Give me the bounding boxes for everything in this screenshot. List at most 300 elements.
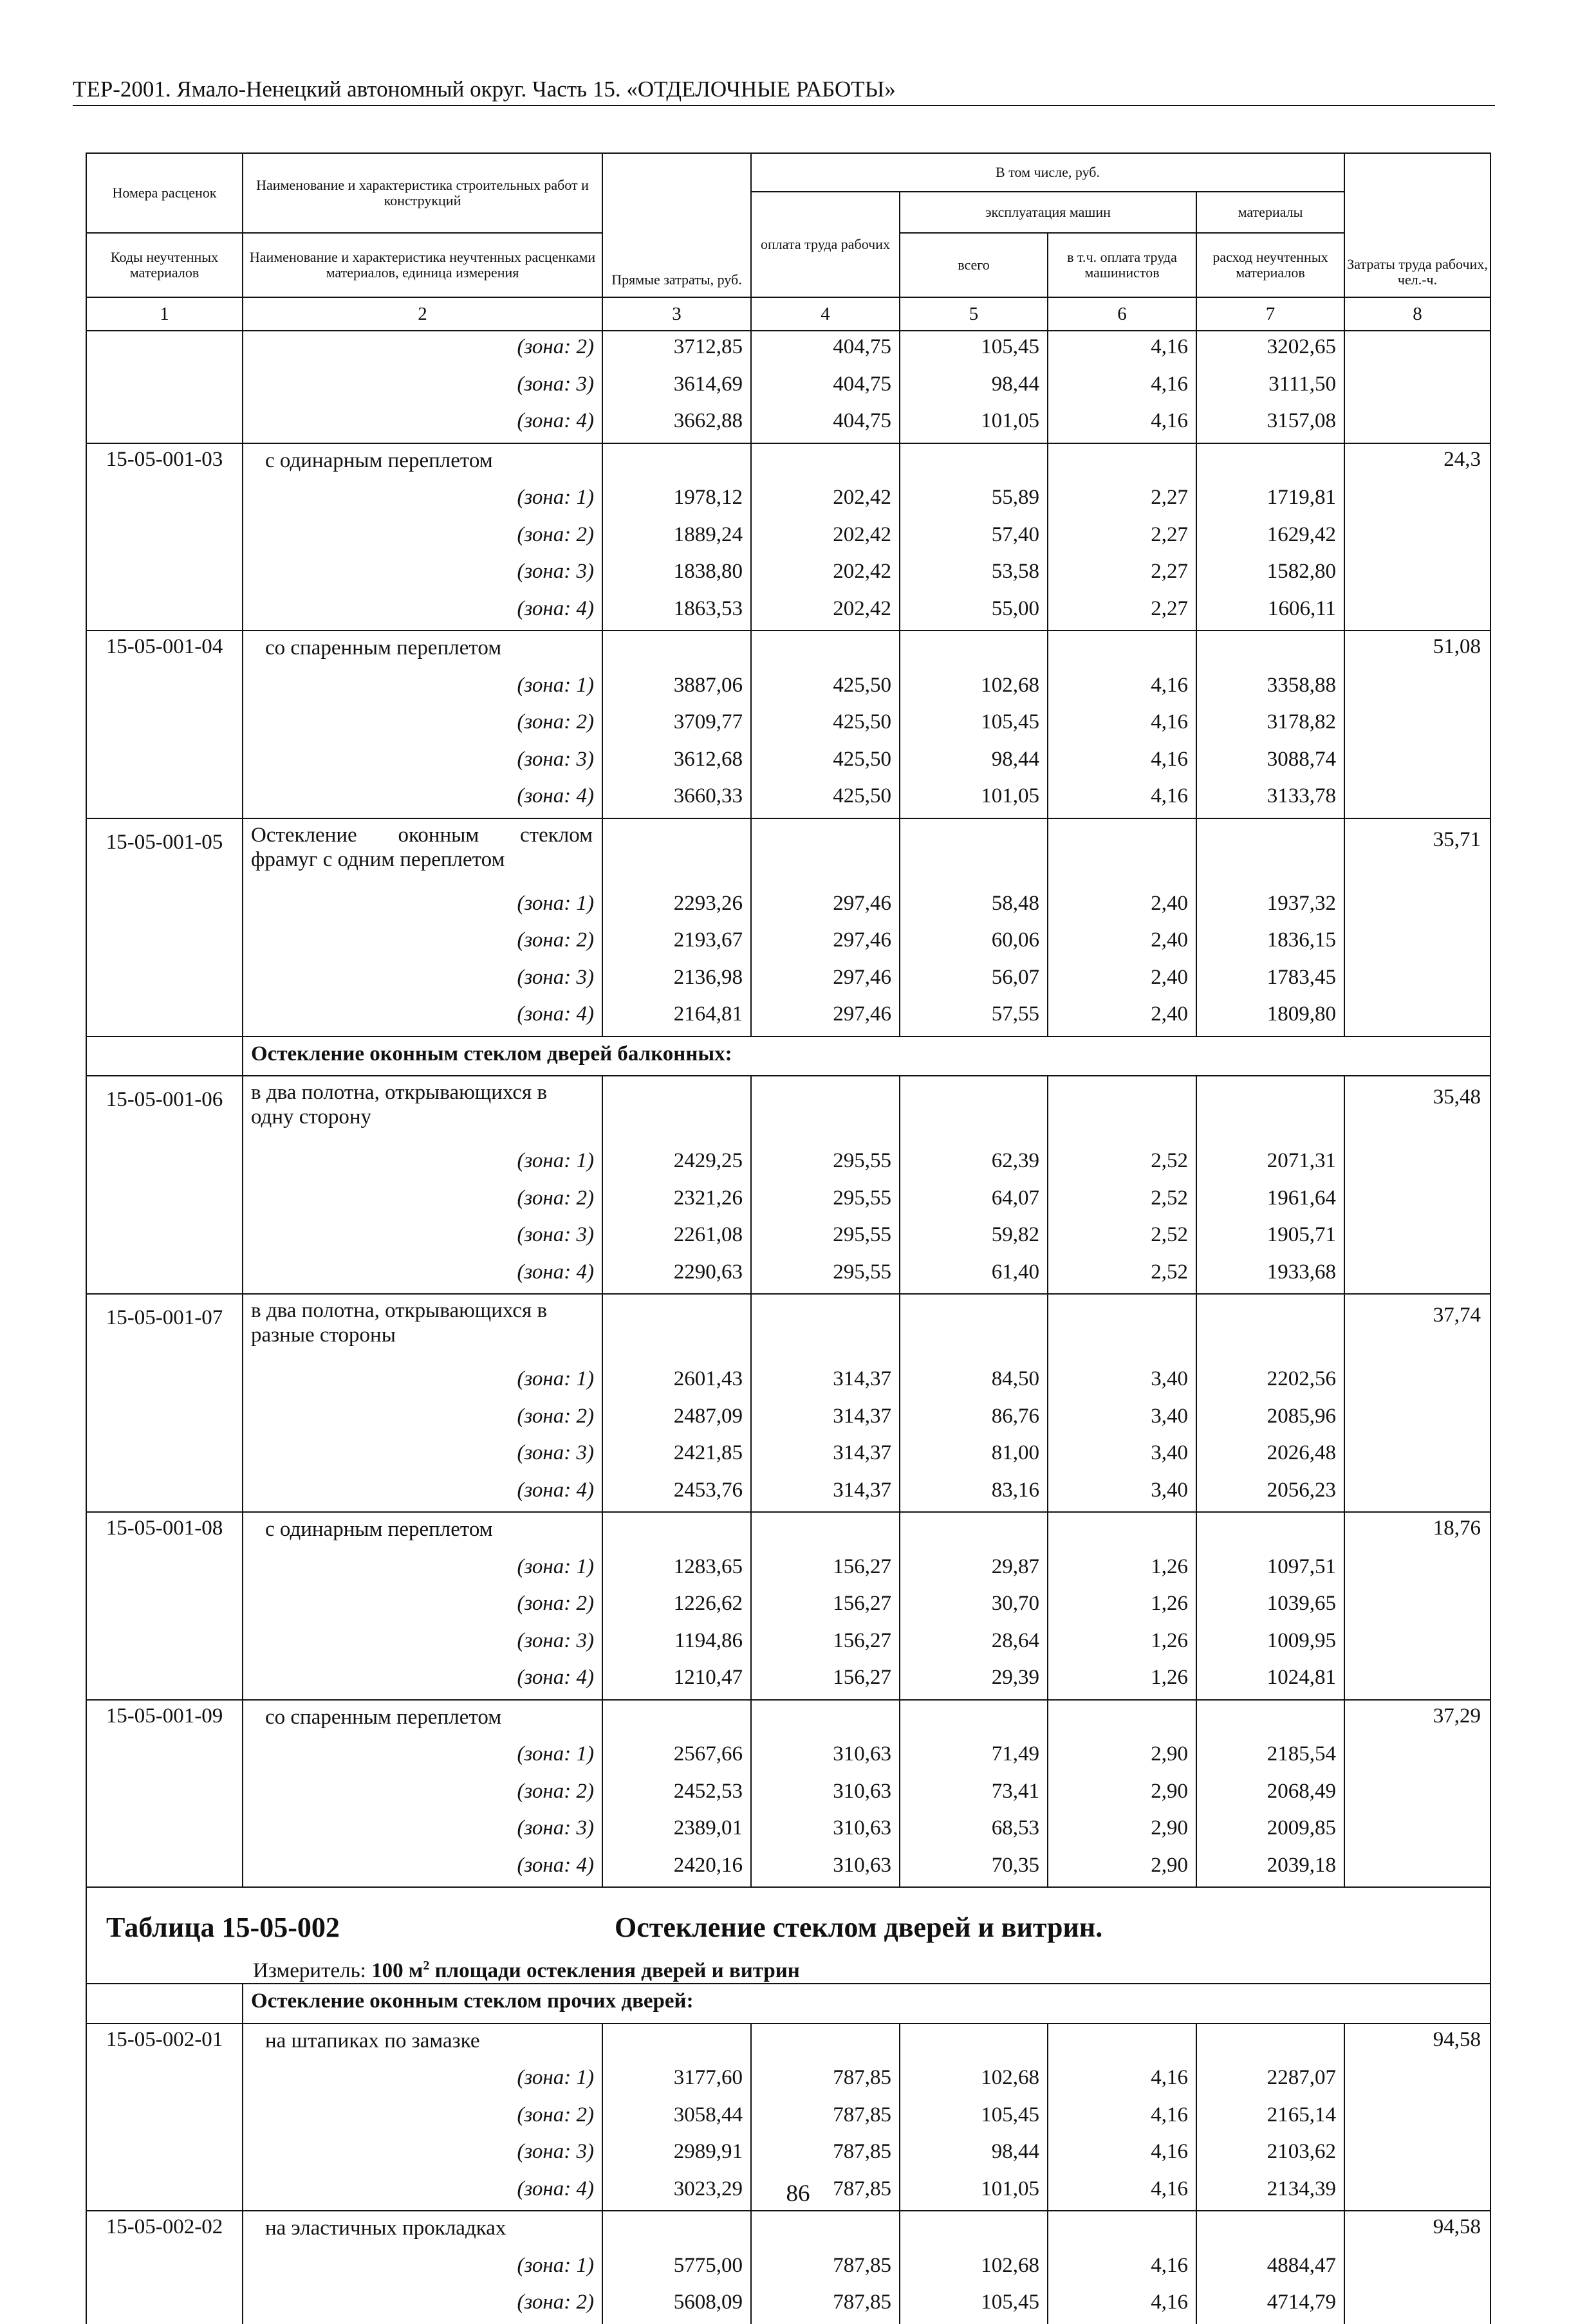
table-row-group-head — [87, 1512, 1490, 1551]
code-cell — [87, 1363, 243, 1401]
labor-cell — [1344, 482, 1490, 519]
page-header: ТЕР-2001. Ямало-Ненецкий автономный округ. Часть 15. «ОТДЕЛОЧНЫЕ РАБОТЫ» — [73, 74, 1495, 106]
labor-cell — [1344, 1588, 1490, 1625]
value-cell: 2103,62 — [1196, 2136, 1344, 2173]
code-cell — [87, 482, 243, 519]
table-row-group-head — [87, 1294, 1490, 1363]
value-cell: 62,39 — [900, 1145, 1048, 1183]
labor-cost: 94,58 — [1344, 2211, 1490, 2250]
rate-code: 15-05-001-05 — [87, 818, 243, 888]
value-cell: 3709,77 — [602, 706, 751, 744]
value-cell — [1048, 1512, 1196, 1551]
table-row-group-head — [87, 2211, 1490, 2250]
value-cell: 156,27 — [751, 1551, 900, 1589]
zone-cell: (зона: 3) — [243, 1625, 602, 1663]
value-cell: 787,85 — [751, 2062, 900, 2099]
value-cell — [900, 443, 1048, 483]
value-cell: 1097,51 — [1196, 1551, 1344, 1589]
labor-cell — [1344, 1662, 1490, 1700]
value-cell: 787,85 — [751, 2287, 900, 2324]
value-cell: 2290,63 — [602, 1257, 751, 1295]
code-cell — [87, 780, 243, 818]
value-cell — [1196, 1076, 1344, 1145]
zone-cell: (зона: 2) — [243, 1183, 602, 1220]
rate-name: Остекление оконным стеклом фрамуг с одним переплетом — [243, 818, 602, 888]
zone-cell: (зона: 2) — [243, 1776, 602, 1813]
value-cell: 1024,81 — [1196, 1662, 1344, 1700]
value-cell: 1582,80 — [1196, 556, 1344, 593]
rate-name: с одинарным переплетом — [243, 443, 602, 483]
value-cell — [602, 1512, 751, 1551]
value-cell — [1196, 631, 1344, 670]
labor-cost: 37,29 — [1344, 1700, 1490, 1739]
page-number: 86 — [786, 2181, 810, 2207]
table-row-group-head — [87, 443, 1490, 483]
table-row — [87, 999, 1490, 1037]
table2-meter — [253, 1954, 800, 1982]
col-number: 6 — [1048, 297, 1196, 331]
value-cell — [1048, 2211, 1196, 2250]
table-row — [87, 1401, 1490, 1438]
value-cell: 2164,81 — [602, 999, 751, 1037]
value-cell: 2,40 — [1048, 962, 1196, 999]
col-machinists-pay-header: в т.ч. оплата труда машинистов — [1048, 233, 1196, 297]
code-cell — [87, 1551, 243, 1589]
labor-cell — [1344, 1551, 1490, 1589]
value-cell — [751, 1512, 900, 1551]
value-cell: 5775,00 — [602, 2250, 751, 2287]
code-cell — [87, 706, 243, 744]
value-cell: 86,76 — [900, 1401, 1048, 1438]
value-cell: 3177,60 — [602, 2062, 751, 2099]
col-labor-costs-header: Затраты труда рабочих, чел.-ч. — [1344, 153, 1490, 297]
labor-cell — [1344, 1145, 1490, 1183]
rate-code: 15-05-001-06 — [87, 1076, 243, 1145]
labor-cell — [1344, 962, 1490, 999]
code-cell — [87, 1662, 243, 1700]
value-cell: 102,68 — [900, 670, 1048, 707]
value-cell: 1210,47 — [602, 1662, 751, 1700]
value-cell: 3,40 — [1048, 1363, 1196, 1401]
value-cell: 297,46 — [751, 888, 900, 925]
value-cell — [900, 1294, 1048, 1363]
value-cell: 29,87 — [900, 1551, 1048, 1589]
rate-code: 15-05-001-09 — [87, 1700, 243, 1739]
value-cell: 5608,09 — [602, 2287, 751, 2324]
value-cell: 4,16 — [1048, 405, 1196, 443]
value-cell: 2071,31 — [1196, 1145, 1344, 1183]
value-cell — [602, 443, 751, 483]
value-cell: 1905,71 — [1196, 1219, 1344, 1257]
value-cell: 4,16 — [1048, 2250, 1196, 2287]
col-number: 4 — [751, 297, 900, 331]
value-cell: 98,44 — [900, 2136, 1048, 2173]
code-cell — [87, 1257, 243, 1295]
value-cell — [900, 818, 1048, 888]
value-cell: 105,45 — [900, 706, 1048, 744]
value-cell: 105,45 — [900, 2287, 1048, 2324]
table-row — [87, 1183, 1490, 1220]
col-number: 8 — [1344, 297, 1490, 331]
zone-cell: (зона: 3) — [243, 962, 602, 999]
value-cell: 2,27 — [1048, 519, 1196, 557]
value-cell: 297,46 — [751, 999, 900, 1037]
value-cell: 2989,91 — [602, 2136, 751, 2173]
value-cell: 787,85 — [751, 2173, 900, 2211]
value-cell: 1,26 — [1048, 1625, 1196, 1663]
col-materials-sub-header: расход неучтенных материалов — [1196, 233, 1344, 297]
value-cell: 2,52 — [1048, 1145, 1196, 1183]
col-materials-header: материалы — [1196, 192, 1344, 233]
table2-label: Таблица 15-05-002 — [106, 1912, 340, 1943]
value-cell: 3202,65 — [1196, 331, 1344, 369]
labor-cell — [1344, 593, 1490, 631]
meter-sup: 2 — [423, 1959, 430, 1973]
zone-cell: (зона: 3) — [243, 369, 602, 406]
value-cell — [900, 2024, 1048, 2063]
value-cell: 4,16 — [1048, 2099, 1196, 2137]
value-cell: 56,07 — [900, 962, 1048, 999]
table2-title-cell — [87, 1887, 1490, 1984]
value-cell: 2193,67 — [602, 925, 751, 962]
rate-code: 15-05-002-01 — [87, 2024, 243, 2063]
value-cell: 28,64 — [900, 1625, 1048, 1663]
value-cell: 2026,48 — [1196, 1437, 1344, 1475]
code-cell — [87, 670, 243, 707]
code-cell — [87, 1588, 243, 1625]
table-row — [87, 331, 1490, 369]
code-cell — [87, 593, 243, 631]
table-row — [87, 1437, 1490, 1475]
value-cell — [900, 1512, 1048, 1551]
value-cell: 101,05 — [900, 2173, 1048, 2211]
labor-cost: 35,48 — [1344, 1076, 1490, 1145]
zone-cell: (зона: 4) — [243, 1475, 602, 1513]
labor-cell — [1344, 1776, 1490, 1813]
labor-cell — [1344, 1850, 1490, 1888]
code-cell — [87, 1037, 243, 1076]
value-cell: 2429,25 — [602, 1145, 751, 1183]
value-cell: 68,53 — [900, 1812, 1048, 1850]
value-cell — [1196, 1512, 1344, 1551]
value-cell: 2202,56 — [1196, 1363, 1344, 1401]
zone-cell: (зона: 2) — [243, 925, 602, 962]
table-row-group-head — [87, 1700, 1490, 1739]
value-cell: 2009,85 — [1196, 1812, 1344, 1850]
value-cell: 156,27 — [751, 1662, 900, 1700]
table-row — [87, 670, 1490, 707]
value-cell: 3,40 — [1048, 1475, 1196, 1513]
section-row — [87, 1037, 1490, 1076]
value-cell — [751, 2024, 900, 2063]
zone-cell: (зона: 1) — [243, 482, 602, 519]
value-cell: 297,46 — [751, 925, 900, 962]
value-cell: 2287,07 — [1196, 2062, 1344, 2099]
zone-cell: (зона: 4) — [243, 780, 602, 818]
table-row — [87, 1776, 1490, 1813]
value-cell: 58,48 — [900, 888, 1048, 925]
value-cell: 1889,24 — [602, 519, 751, 557]
code-cell — [87, 1475, 243, 1513]
labor-cell — [1344, 1625, 1490, 1663]
code-cell — [87, 1850, 243, 1888]
zone-cell: (зона: 3) — [243, 2136, 602, 2173]
labor-cell — [1344, 1363, 1490, 1401]
rate-name: с одинарным переплетом — [243, 1512, 602, 1551]
value-cell: 98,44 — [900, 744, 1048, 781]
value-cell — [751, 2211, 900, 2250]
labor-cell — [1344, 2250, 1490, 2287]
table-row — [87, 888, 1490, 925]
rate-code: 15-05-001-03 — [87, 443, 243, 483]
value-cell: 4,16 — [1048, 2287, 1196, 2324]
zone-cell: (зона: 3) — [243, 744, 602, 781]
table-row-group-head — [87, 631, 1490, 670]
value-cell: 310,63 — [751, 1776, 900, 1813]
value-cell — [1196, 2211, 1344, 2250]
col-machines-header: эксплуатация машин — [900, 192, 1196, 233]
value-cell — [602, 1076, 751, 1145]
value-cell: 2,90 — [1048, 1850, 1196, 1888]
value-cell: 2,40 — [1048, 999, 1196, 1037]
col-codes-sub-header: Коды неучтенных материалов — [87, 233, 243, 297]
value-cell: 60,06 — [900, 925, 1048, 962]
value-cell: 53,58 — [900, 556, 1048, 593]
value-cell: 73,41 — [900, 1776, 1048, 1813]
value-cell: 2293,26 — [602, 888, 751, 925]
value-cell: 1009,95 — [1196, 1625, 1344, 1663]
code-cell — [87, 1812, 243, 1850]
value-cell: 105,45 — [900, 2099, 1048, 2137]
table-row — [87, 2062, 1490, 2099]
code-cell — [87, 1145, 243, 1183]
value-cell: 2185,54 — [1196, 1738, 1344, 1776]
value-cell — [751, 1076, 900, 1145]
value-cell: 4,16 — [1048, 706, 1196, 744]
zone-cell: (зона: 4) — [243, 1257, 602, 1295]
value-cell — [602, 631, 751, 670]
value-cell — [1048, 631, 1196, 670]
value-cell: 310,63 — [751, 1850, 900, 1888]
value-cell: 1606,11 — [1196, 593, 1344, 631]
value-cell: 4714,79 — [1196, 2287, 1344, 2324]
value-cell: 55,89 — [900, 482, 1048, 519]
value-cell: 2,52 — [1048, 1183, 1196, 1220]
rates-table — [86, 152, 1491, 2324]
labor-cell — [1344, 1738, 1490, 1776]
value-cell: 2056,23 — [1196, 1475, 1344, 1513]
value-cell: 1,26 — [1048, 1662, 1196, 1700]
table-row — [87, 780, 1490, 818]
value-cell: 314,37 — [751, 1401, 900, 1438]
labor-cost: 51,08 — [1344, 631, 1490, 670]
value-cell: 2,90 — [1048, 1738, 1196, 1776]
labor-cost: 94,58 — [1344, 2024, 1490, 2063]
value-cell — [1048, 1076, 1196, 1145]
value-cell — [900, 1076, 1048, 1145]
code-cell — [87, 1625, 243, 1663]
labor-cell — [1344, 744, 1490, 781]
value-cell: 2039,18 — [1196, 1850, 1344, 1888]
col-name-sub-header: Наименование и характеристика неучтенных расценками материалов, единица измерения — [243, 233, 602, 297]
table-row — [87, 369, 1490, 406]
labor-cell — [1344, 925, 1490, 962]
value-cell: 4,16 — [1048, 2136, 1196, 2173]
code-cell — [87, 1219, 243, 1257]
code-cell — [87, 519, 243, 557]
value-cell — [1196, 2024, 1344, 2063]
value-cell: 314,37 — [751, 1363, 900, 1401]
zone-cell: (зона: 2) — [243, 1588, 602, 1625]
table-row — [87, 962, 1490, 999]
zone-cell: (зона: 2) — [243, 1401, 602, 1438]
value-cell: 2452,53 — [602, 1776, 751, 1813]
value-cell — [900, 1700, 1048, 1739]
value-cell — [1196, 1700, 1344, 1739]
value-cell: 4,16 — [1048, 670, 1196, 707]
value-cell: 1978,12 — [602, 482, 751, 519]
labor-cell — [1344, 2062, 1490, 2099]
value-cell: 1719,81 — [1196, 482, 1344, 519]
zone-cell: (зона: 2) — [243, 331, 602, 369]
labor-cell — [1344, 405, 1490, 443]
table-row-group-head — [87, 2024, 1490, 2063]
zone-cell: (зона: 4) — [243, 405, 602, 443]
value-cell — [1048, 1294, 1196, 1363]
value-cell: 71,49 — [900, 1738, 1048, 1776]
value-cell: 1629,42 — [1196, 519, 1344, 557]
value-cell — [1196, 443, 1344, 483]
value-cell: 4,16 — [1048, 2173, 1196, 2211]
value-cell: 3,40 — [1048, 1437, 1196, 1475]
zone-cell: (зона: 1) — [243, 1551, 602, 1589]
value-cell — [1196, 1294, 1344, 1363]
table-row — [87, 593, 1490, 631]
meter-rest: площади остекления дверей и витрин — [429, 1959, 800, 1982]
value-cell: 57,55 — [900, 999, 1048, 1037]
value-cell: 1194,86 — [602, 1625, 751, 1663]
value-cell: 787,85 — [751, 2099, 900, 2137]
value-cell: 1226,62 — [602, 1588, 751, 1625]
zone-cell: (зона: 1) — [243, 1738, 602, 1776]
col-number: 3 — [602, 297, 751, 331]
labor-cell — [1344, 2173, 1490, 2211]
table-row — [87, 2287, 1490, 2324]
zone-cell: (зона: 3) — [243, 1219, 602, 1257]
code-cell — [87, 2287, 243, 2324]
value-cell: 2134,39 — [1196, 2173, 1344, 2211]
value-cell: 1838,80 — [602, 556, 751, 593]
value-cell: 4,16 — [1048, 744, 1196, 781]
value-cell: 2601,43 — [602, 1363, 751, 1401]
zone-cell: (зона: 1) — [243, 670, 602, 707]
value-cell: 3614,69 — [602, 369, 751, 406]
value-cell: 3712,85 — [602, 331, 751, 369]
rate-name: в два полотна, открывающихся в одну сторону — [243, 1076, 602, 1145]
value-cell: 1933,68 — [1196, 1257, 1344, 1295]
labor-cell — [1344, 556, 1490, 593]
labor-cell — [1344, 706, 1490, 744]
labor-cell — [1344, 369, 1490, 406]
value-cell: 2136,98 — [602, 962, 751, 999]
value-cell: 4,16 — [1048, 369, 1196, 406]
code-cell — [87, 1776, 243, 1813]
labor-cell — [1344, 1475, 1490, 1513]
zone-cell: (зона: 1) — [243, 1145, 602, 1183]
value-cell: 310,63 — [751, 1738, 900, 1776]
labor-cell — [1344, 888, 1490, 925]
table-row — [87, 1625, 1490, 1663]
code-cell — [87, 2099, 243, 2137]
value-cell: 2,40 — [1048, 925, 1196, 962]
table-header — [87, 153, 1490, 331]
table-row — [87, 2136, 1490, 2173]
zone-cell: (зона: 2) — [243, 706, 602, 744]
value-cell: 3023,29 — [602, 2173, 751, 2211]
value-cell — [1048, 1700, 1196, 1739]
value-cell: 61,40 — [900, 1257, 1048, 1295]
code-cell — [87, 2173, 243, 2211]
table-row — [87, 519, 1490, 557]
labor-cell — [1344, 1183, 1490, 1220]
labor-cell — [1344, 780, 1490, 818]
value-cell — [751, 818, 900, 888]
labor-cost: 24,3 — [1344, 443, 1490, 483]
zone-cell: (зона: 1) — [243, 1363, 602, 1401]
section-row — [87, 1984, 1490, 2024]
value-cell: 156,27 — [751, 1625, 900, 1663]
col-number: 2 — [243, 297, 602, 331]
code-cell — [87, 556, 243, 593]
value-cell: 101,05 — [900, 780, 1048, 818]
rate-name: на эластичных прокладках — [243, 2211, 602, 2250]
value-cell — [602, 818, 751, 888]
value-cell: 2321,26 — [602, 1183, 751, 1220]
table-row — [87, 556, 1490, 593]
value-cell: 2068,49 — [1196, 1776, 1344, 1813]
value-cell: 2261,08 — [602, 1219, 751, 1257]
table-row — [87, 1588, 1490, 1625]
value-cell — [1048, 2024, 1196, 2063]
zone-cell: (зона: 1) — [243, 2250, 602, 2287]
code-cell — [87, 888, 243, 925]
table-row — [87, 1662, 1490, 1700]
value-cell: 3,40 — [1048, 1401, 1196, 1438]
value-cell: 295,55 — [751, 1219, 900, 1257]
value-cell — [602, 2024, 751, 2063]
value-cell: 3178,82 — [1196, 706, 1344, 744]
value-cell: 156,27 — [751, 1588, 900, 1625]
table-row-group-head — [87, 818, 1490, 888]
table-row — [87, 1551, 1490, 1589]
value-cell: 81,00 — [900, 1437, 1048, 1475]
code-cell — [87, 744, 243, 781]
value-cell — [900, 631, 1048, 670]
value-cell: 1863,53 — [602, 593, 751, 631]
value-cell: 2,27 — [1048, 482, 1196, 519]
rate-name: на штапиках по замазке — [243, 2024, 602, 2063]
zone-cell: (зона: 3) — [243, 1437, 602, 1475]
code-cell — [87, 2250, 243, 2287]
col-direct-header: Прямые затраты, руб. — [602, 153, 751, 297]
value-cell: 425,50 — [751, 780, 900, 818]
labor-cell — [1344, 1437, 1490, 1475]
col-labor-pay-header: оплата труда рабочих — [751, 192, 900, 297]
value-cell: 2389,01 — [602, 1812, 751, 1850]
table-row — [87, 1363, 1490, 1401]
value-cell: 98,44 — [900, 369, 1048, 406]
value-cell: 202,42 — [751, 482, 900, 519]
